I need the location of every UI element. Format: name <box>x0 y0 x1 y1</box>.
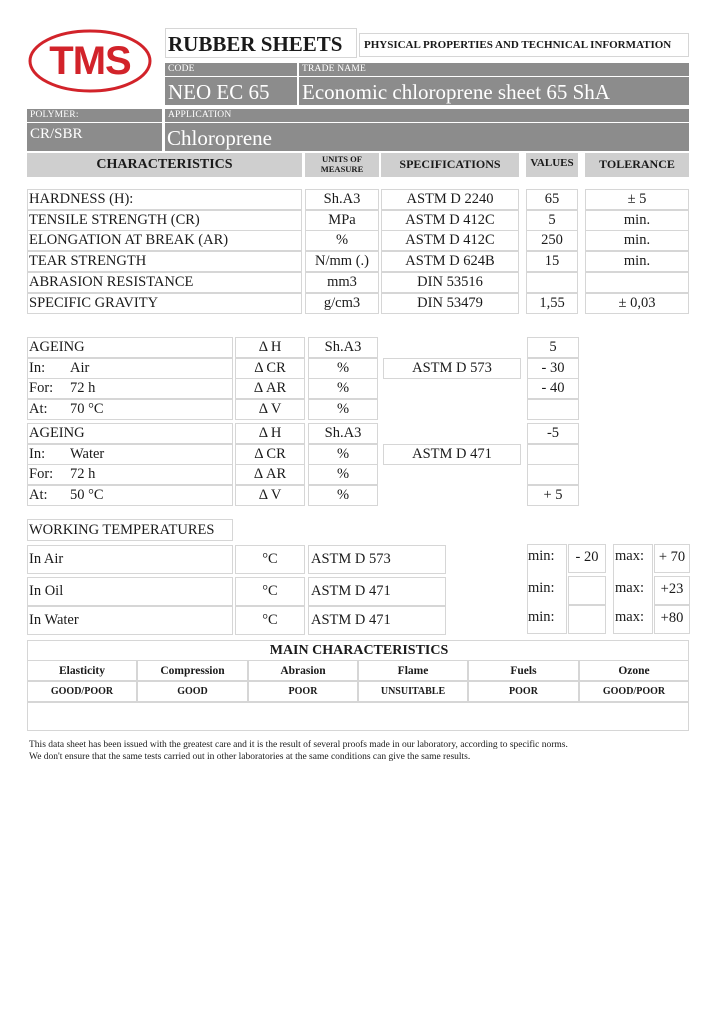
temperature-max-value-cell: + 70 <box>654 544 690 573</box>
ageing-delta-cell: Δ H <box>235 423 305 444</box>
ageing-delta-cell: Δ H <box>235 337 305 358</box>
characteristic-spec-cell: ASTM D 412C <box>381 230 519 251</box>
main-characteristic-value: GOOD/POOR <box>579 681 689 702</box>
characteristic-spec-cell: DIN 53479 <box>381 293 519 314</box>
main-characteristic-name: Ozone <box>579 660 689 681</box>
characteristic-value-cell: 1,55 <box>526 293 578 314</box>
application-value-bar <box>165 123 689 151</box>
units-header-label: UNITS OF MEASURE <box>320 154 364 174</box>
values-header <box>526 153 578 177</box>
main-characteristic-value: GOOD/POOR <box>27 681 137 702</box>
working-temperatures-title-box <box>27 519 233 541</box>
characteristic-tolerance-cell: min. <box>585 251 689 272</box>
temperature-spec-cell: ASTM D 573 <box>308 545 446 574</box>
ageing-spec-cell: ASTM D 573 <box>383 358 521 379</box>
ageing-condition: Water <box>70 446 105 462</box>
ageing-value-cell <box>527 464 579 485</box>
ageing-delta-cell: Δ AR <box>235 464 305 485</box>
ageing-unit-cell: % <box>308 464 378 485</box>
doc-title-box <box>165 28 357 58</box>
temperature-medium-cell: In Water <box>27 606 233 635</box>
ageing-unit-cell: % <box>308 358 378 379</box>
ageing-label: At: <box>29 401 48 417</box>
temperature-max-label: max: <box>615 548 644 564</box>
ageing-unit-cell: % <box>308 378 378 399</box>
application-value: Chloroprene <box>167 126 272 150</box>
footer-line-1: This data sheet has been issued with the greatest care and it is the result of several proofs made in our laboratory, according to specific norms. <box>29 740 568 750</box>
polymer-label-bar <box>27 109 162 122</box>
logo-text: TMS <box>49 39 131 83</box>
temperature-min-label: min: <box>528 609 555 625</box>
main-characteristics-notes <box>27 702 689 731</box>
main-characteristic-value: UNSUITABLE <box>358 681 468 702</box>
characteristic-name-cell: TEAR STRENGTH <box>27 251 302 272</box>
ageing-value-cell: + 5 <box>527 485 579 506</box>
characteristic-value-cell: 250 <box>526 230 578 251</box>
main-characteristic-name: Fuels <box>468 660 579 681</box>
application-label: APPLICATION <box>168 110 232 120</box>
code-label-bar <box>165 63 297 76</box>
polymer-value: CR/SBR <box>30 126 83 142</box>
ageing-delta-cell: Δ AR <box>235 378 305 399</box>
temperature-min-frame <box>527 544 567 634</box>
characteristic-value-cell: 65 <box>526 189 578 210</box>
characteristic-name-cell: ABRASION RESISTANCE <box>27 272 302 293</box>
ageing-label-cell <box>27 358 233 379</box>
characteristic-tolerance-cell: ± 0,03 <box>585 293 689 314</box>
temperature-min-value-cell <box>568 576 606 605</box>
code-value: NEO EC 65 <box>168 80 270 104</box>
temperature-min-value-cell: - 20 <box>568 544 606 573</box>
polymer-label: POLYMER: <box>30 110 79 120</box>
ageing-label-cell <box>27 485 233 506</box>
characteristic-value-cell <box>526 272 578 293</box>
temperature-unit-cell: °C <box>235 606 305 635</box>
doc-subtitle: PHYSICAL PROPERTIES AND TECHNICAL INFORMATION <box>364 39 672 51</box>
ageing-value-cell <box>527 444 579 465</box>
ageing-delta-cell: Δ V <box>235 485 305 506</box>
trade-name-value-bar <box>299 77 689 105</box>
main-characteristic-name: Flame <box>358 660 468 681</box>
ageing-condition: Air <box>70 360 90 376</box>
ageing-value-cell: - 30 <box>527 358 579 379</box>
ageing-delta-cell: Δ V <box>235 399 305 420</box>
ageing-value-cell <box>527 399 579 420</box>
ageing-label-cell <box>27 444 233 465</box>
temperature-max-frame <box>613 544 653 634</box>
ageing-unit-cell: Sh.A3 <box>308 423 378 444</box>
trade-name-value: Economic chloroprene sheet 65 ShA <box>302 80 610 104</box>
ageing-condition: 72 h <box>70 380 96 396</box>
ageing-label: AGEING <box>29 425 85 441</box>
temperature-min-label: min: <box>528 580 555 596</box>
characteristic-unit-cell: g/cm3 <box>305 293 379 314</box>
characteristic-unit-cell: MPa <box>305 210 379 231</box>
temperature-min-label: min: <box>528 548 555 564</box>
characteristic-name-cell: SPECIFIC GRAVITY <box>27 293 302 314</box>
ageing-label: At: <box>29 487 48 503</box>
main-characteristic-value: GOOD <box>137 681 248 702</box>
polymer-value-bar <box>27 123 162 151</box>
ageing-value-cell: -5 <box>527 423 579 444</box>
temperature-min-value-cell <box>568 605 606 634</box>
characteristic-spec-cell: ASTM D 624B <box>381 251 519 272</box>
trade-name-label-bar <box>299 63 689 76</box>
footer-line-2: We don't ensure that the same tests carried out in other laboratories at the same conditions can give the same results. <box>29 752 471 762</box>
doc-subtitle-box <box>359 33 689 57</box>
characteristic-value-cell: 15 <box>526 251 578 272</box>
tolerance-header-label: TOLERANCE <box>599 157 675 171</box>
characteristic-tolerance-cell: ± 5 <box>585 189 689 210</box>
characteristic-name-cell: TENSILE STRENGTH (CR) <box>27 210 302 231</box>
characteristic-spec-cell: ASTM D 2240 <box>381 189 519 210</box>
application-label-bar <box>165 109 689 122</box>
ageing-value-cell: 5 <box>527 337 579 358</box>
ageing-label: For: <box>29 466 54 482</box>
ageing-condition: 70 °C <box>70 401 104 417</box>
temperature-spec-cell: ASTM D 471 <box>308 606 446 635</box>
characteristic-name-cell: ELONGATION AT BREAK (AR) <box>27 230 302 251</box>
ageing-label-cell <box>27 464 233 485</box>
temperature-medium-cell: In Oil <box>27 577 233 606</box>
main-characteristic-name: Elasticity <box>27 660 137 681</box>
characteristics-header-label: CHARACTERISTICS <box>96 157 233 172</box>
ageing-unit-cell: Sh.A3 <box>308 337 378 358</box>
characteristic-tolerance-cell <box>585 272 689 293</box>
temperature-unit-cell: °C <box>235 545 305 574</box>
doc-title: RUBBER SHEETS <box>168 32 343 56</box>
tolerance-header <box>585 153 689 177</box>
ageing-unit-cell: % <box>308 485 378 506</box>
characteristic-tolerance-cell: min. <box>585 230 689 251</box>
characteristic-unit-cell: mm3 <box>305 272 379 293</box>
main-characteristic-value: POOR <box>468 681 579 702</box>
characteristic-value-cell: 5 <box>526 210 578 231</box>
main-characteristic-name: Compression <box>137 660 248 681</box>
characteristic-name-cell: HARDNESS (H): <box>27 189 302 210</box>
units-header <box>305 153 379 177</box>
trade-name-label: TRADE NAME <box>302 64 367 74</box>
characteristic-tolerance-cell: min. <box>585 210 689 231</box>
temperature-max-value-cell: +23 <box>654 576 690 605</box>
ageing-label: For: <box>29 380 54 396</box>
ageing-label: In: <box>29 360 46 376</box>
code-value-bar <box>165 77 297 105</box>
ageing-condition: 50 °C <box>70 487 104 503</box>
characteristics-header <box>27 153 302 177</box>
values-header-label: VALUES <box>530 157 574 169</box>
characteristic-spec-cell: DIN 53516 <box>381 272 519 293</box>
code-label: CODE <box>168 64 195 74</box>
ageing-value-cell: - 40 <box>527 378 579 399</box>
temperature-medium-cell: In Air <box>27 545 233 574</box>
ageing-label-cell <box>27 378 233 399</box>
ageing-delta-cell: Δ CR <box>235 444 305 465</box>
main-characteristic-value: POOR <box>248 681 358 702</box>
ageing-label: AGEING <box>29 339 85 355</box>
temperature-unit-cell: °C <box>235 577 305 606</box>
main-characteristic-name: Abrasion <box>248 660 358 681</box>
ageing-unit-cell: % <box>308 399 378 420</box>
characteristic-spec-cell: ASTM D 412C <box>381 210 519 231</box>
characteristic-unit-cell: N/mm (.) <box>305 251 379 272</box>
ageing-unit-cell: % <box>308 444 378 465</box>
specifications-header-label: SPECIFICATIONS <box>399 157 501 171</box>
temperature-spec-cell: ASTM D 471 <box>308 577 446 606</box>
temperature-max-label: max: <box>615 580 644 596</box>
characteristic-unit-cell: % <box>305 230 379 251</box>
ageing-delta-cell: Δ CR <box>235 358 305 379</box>
temperature-max-label: max: <box>615 609 644 625</box>
tms-logo <box>27 28 153 94</box>
main-characteristics-title: MAIN CHARACTERISTICS <box>269 643 449 658</box>
ageing-spec-cell: ASTM D 471 <box>383 444 521 465</box>
ageing-label-cell <box>27 399 233 420</box>
working-temperatures-title: WORKING TEMPERATURES <box>29 522 215 538</box>
temperature-max-value-cell: +80 <box>654 605 690 634</box>
specifications-header <box>381 153 519 177</box>
ageing-label: In: <box>29 446 46 462</box>
main-characteristics-title-box <box>27 640 689 661</box>
characteristic-unit-cell: Sh.A3 <box>305 189 379 210</box>
ageing-condition: 72 h <box>70 466 96 482</box>
